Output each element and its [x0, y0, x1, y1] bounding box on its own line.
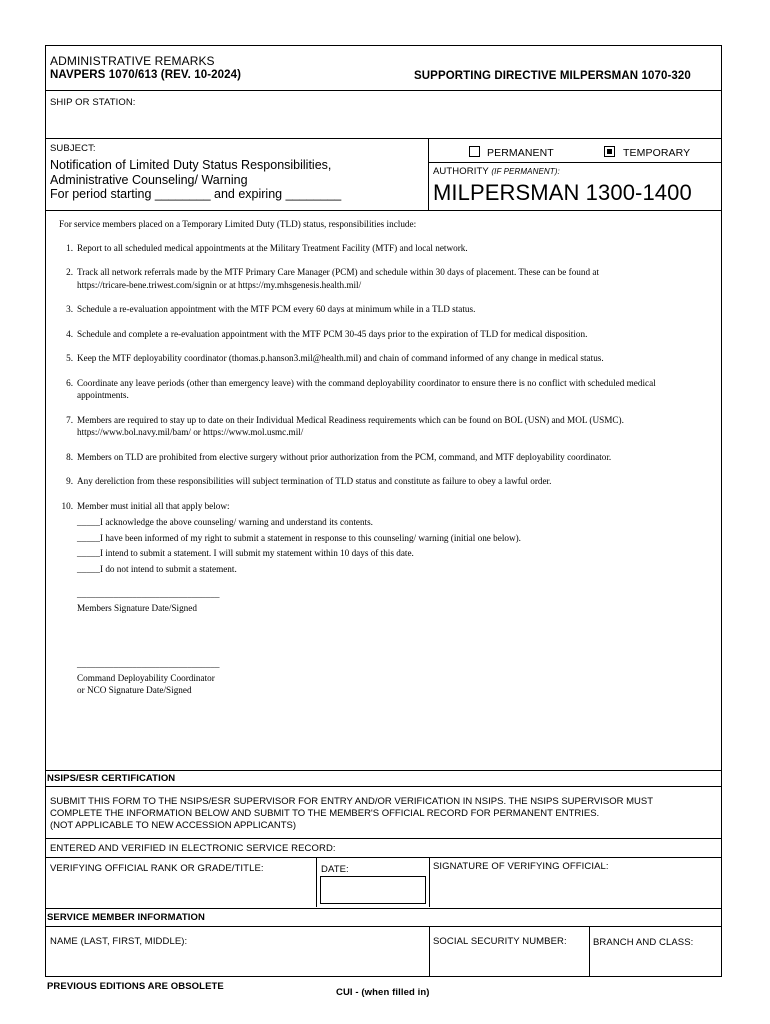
ssn-field[interactable]	[432, 950, 585, 974]
remark-text: Report to all scheduled medical appointments at the Military Treatment Facility (MTF) and local network.	[77, 242, 468, 253]
remark-text: Coordinate any leave periods (other than emergency leave) with the command deployability coordinator to ensure there is no conflict with scheduled medical	[77, 377, 656, 388]
member-signature-block[interactable]	[77, 589, 715, 614]
remark-text: https://www.bol.navy.mil/bam/ or https://www.mol.usmc.mil/	[77, 427, 304, 437]
remark-number: 1.	[66, 242, 73, 253]
coordinator-signature-label: or NCO Signature Date/Signed	[77, 685, 192, 695]
entered-verified-label: ENTERED AND VERIFIED IN ELECTRONIC SERVICE RECORD:	[50, 843, 336, 854]
remark-item-5	[55, 352, 715, 365]
remark-number: 7.	[66, 414, 73, 425]
remark-number: 2.	[66, 267, 73, 277]
authority-qualifier: (IF PERMANENT):	[491, 167, 560, 176]
member-signature-line: _______________________________	[77, 589, 220, 599]
remarks-intro: For service members placed on a Temporary Limited Duty (TLD) status, responsibilities include:	[59, 219, 417, 229]
remark-item-3	[55, 303, 715, 316]
divider	[45, 138, 722, 139]
remark-item-9	[55, 475, 715, 488]
nsips-instruction-line: (NOT APPLICABLE TO NEW ACCESSION APPLICANTS)	[50, 820, 297, 831]
ship-station-label: SHIP OR STATION:	[50, 97, 136, 108]
remark-number: 8.	[66, 451, 73, 462]
obsolete-notice: PREVIOUS EDITIONS ARE OBSOLETE	[47, 981, 224, 992]
branch-class-label: BRANCH AND CLASS:	[593, 937, 694, 948]
remark-number: 6.	[66, 377, 73, 388]
coordinator-signature-label: Command Deployability Coordinator	[77, 673, 215, 683]
nsips-title: NSIPS/ESR CERTIFICATION	[47, 773, 176, 784]
verifying-rank-field[interactable]	[48, 875, 312, 905]
divider	[45, 908, 722, 909]
remark-text: Keep the MTF deployability coordinator (thomas.p.hanson3.mil@health.mil) and chain of command informed of any change in medical status.	[77, 353, 604, 363]
subject-label: SUBJECT:	[50, 143, 96, 154]
ssn-label: SOCIAL SECURITY NUMBER:	[433, 936, 567, 947]
remark-item-8	[55, 451, 715, 464]
divider	[428, 138, 429, 210]
remark-text: Member must initial all that apply below:	[77, 500, 230, 511]
divider	[45, 926, 722, 927]
divider	[316, 857, 317, 907]
subject-line-3: For period starting ________ and expiring ________	[50, 187, 342, 201]
nsips-instructions	[50, 796, 653, 832]
remark-text: Schedule and complete a re-evaluation appointment with the MTF PCM 30-45 days prior to the expiration of TLD for medical disposition.	[77, 328, 588, 339]
cui-marking: CUI - (when filled in)	[336, 987, 430, 998]
divider	[429, 857, 430, 907]
divider	[589, 926, 590, 977]
form-title: ADMINISTRATIVE REMARKS	[50, 54, 215, 68]
verifying-rank-label: VERIFYING OFFICIAL RANK OR GRADE/TITLE:	[50, 863, 264, 874]
remark-text: Track all network referrals made by the MTF Primary Care Manager (PCM) and schedule within 30 days of placement. These can be found at	[77, 267, 600, 277]
divider	[45, 857, 722, 858]
remarks-body[interactable]	[55, 218, 715, 708]
divider	[45, 770, 722, 771]
remark-text: Members on TLD are prohibited from elective surgery without prior authorization from the PCM, command, and MTF deployability coordinator.	[77, 451, 612, 462]
name-label: NAME (LAST, FIRST, MIDDLE):	[50, 936, 188, 947]
supporting-directive: SUPPORTING DIRECTIVE MILPERSMAN 1070-320	[414, 70, 691, 82]
authority-value[interactable]: MILPERSMAN 1300-1400	[433, 180, 692, 205]
temporary-checkbox[interactable]	[604, 146, 615, 157]
remark-item-10	[55, 500, 715, 697]
acknowledgement-list	[77, 515, 715, 577]
divider	[429, 926, 430, 977]
signature-verifying-label: SIGNATURE OF VERIFYING OFFICIAL:	[433, 861, 609, 872]
name-field[interactable]	[48, 950, 424, 974]
coordinator-signature-block[interactable]	[77, 658, 715, 696]
remark-number: 10.	[61, 500, 73, 511]
remark-text: https://tricare-bene.triwest.com/signin or at https://my.mhsgenesis.health.mil/	[77, 279, 362, 290]
date-label: DATE:	[321, 864, 349, 875]
remark-number: 5.	[66, 353, 73, 363]
branch-class-field[interactable]	[592, 950, 718, 974]
remark-item-4	[55, 328, 715, 341]
remark-item-2	[55, 266, 715, 291]
signature-verifying-field[interactable]	[432, 875, 718, 905]
coordinator-signature-line: _______________________________	[77, 659, 220, 669]
nsips-instruction-line: COMPLETE THE INFORMATION BELOW AND SUBMIT TO THE MEMBER'S OFFICIAL RECORD FOR PERMANENT ENTRIES.	[50, 808, 600, 819]
remark-text: appointments.	[77, 390, 129, 400]
permanent-label: PERMANENT	[487, 147, 554, 159]
acknowledgement-item: _____I intend to submit a statement. I will submit my statement within 10 days of this date.	[77, 548, 414, 558]
divider	[428, 162, 722, 163]
form-number: NAVPERS 1070/613 (REV. 10-2024)	[50, 69, 242, 81]
remark-text: Members are required to stay up to date on their Individual Medical Readiness requirements which can be found on BOL (USN) and MOL (USMC).	[77, 414, 624, 425]
divider	[45, 90, 722, 91]
remark-text: Any dereliction from these responsibilities will subject termination of TLD status and constitute as failure to obey a lawful order.	[77, 476, 552, 486]
remark-number: 3.	[66, 304, 73, 314]
divider	[45, 786, 722, 787]
acknowledgement-item: _____I do not intend to submit a statement.	[77, 563, 237, 574]
subject-line-2: Administrative Counseling/ Warning	[50, 172, 248, 187]
divider	[45, 838, 722, 839]
subject-line-1: Notification of Limited Duty Status Responsibilities,	[50, 158, 332, 172]
member-info-title: SERVICE MEMBER INFORMATION	[47, 912, 205, 923]
divider	[45, 210, 722, 211]
remark-item-7	[55, 414, 715, 439]
authority-label	[433, 166, 560, 177]
remark-item-1	[55, 242, 715, 255]
acknowledgement-item: _____I acknowledge the above counseling/ warning and understand its contents.	[77, 517, 373, 527]
remark-number: 9.	[66, 476, 73, 486]
temporary-label: TEMPORARY	[623, 147, 691, 159]
authority-label-text: AUTHORITY	[433, 166, 489, 177]
member-signature-label: Members Signature Date/Signed	[77, 603, 197, 613]
ship-station-field[interactable]	[48, 110, 718, 134]
subject-text[interactable]	[50, 158, 341, 202]
date-field[interactable]	[320, 876, 426, 904]
remark-number: 4.	[66, 328, 73, 339]
nsips-instruction-line: SUBMIT THIS FORM TO THE NSIPS/ESR SUPERVISOR FOR ENTRY AND/OR VERIFICATION IN NSIPS. THE NSIPS SUPERVISOR MUST	[50, 796, 654, 807]
remark-text: Schedule a re-evaluation appointment with the MTF PCM every 60 days at minimum while in a TLD status.	[77, 304, 476, 314]
acknowledgement-item: _____I have been informed of my right to submit a statement in response to this counseling/ warning (initial one below).	[77, 532, 521, 543]
remark-item-6	[55, 377, 715, 402]
permanent-checkbox[interactable]	[469, 146, 480, 157]
